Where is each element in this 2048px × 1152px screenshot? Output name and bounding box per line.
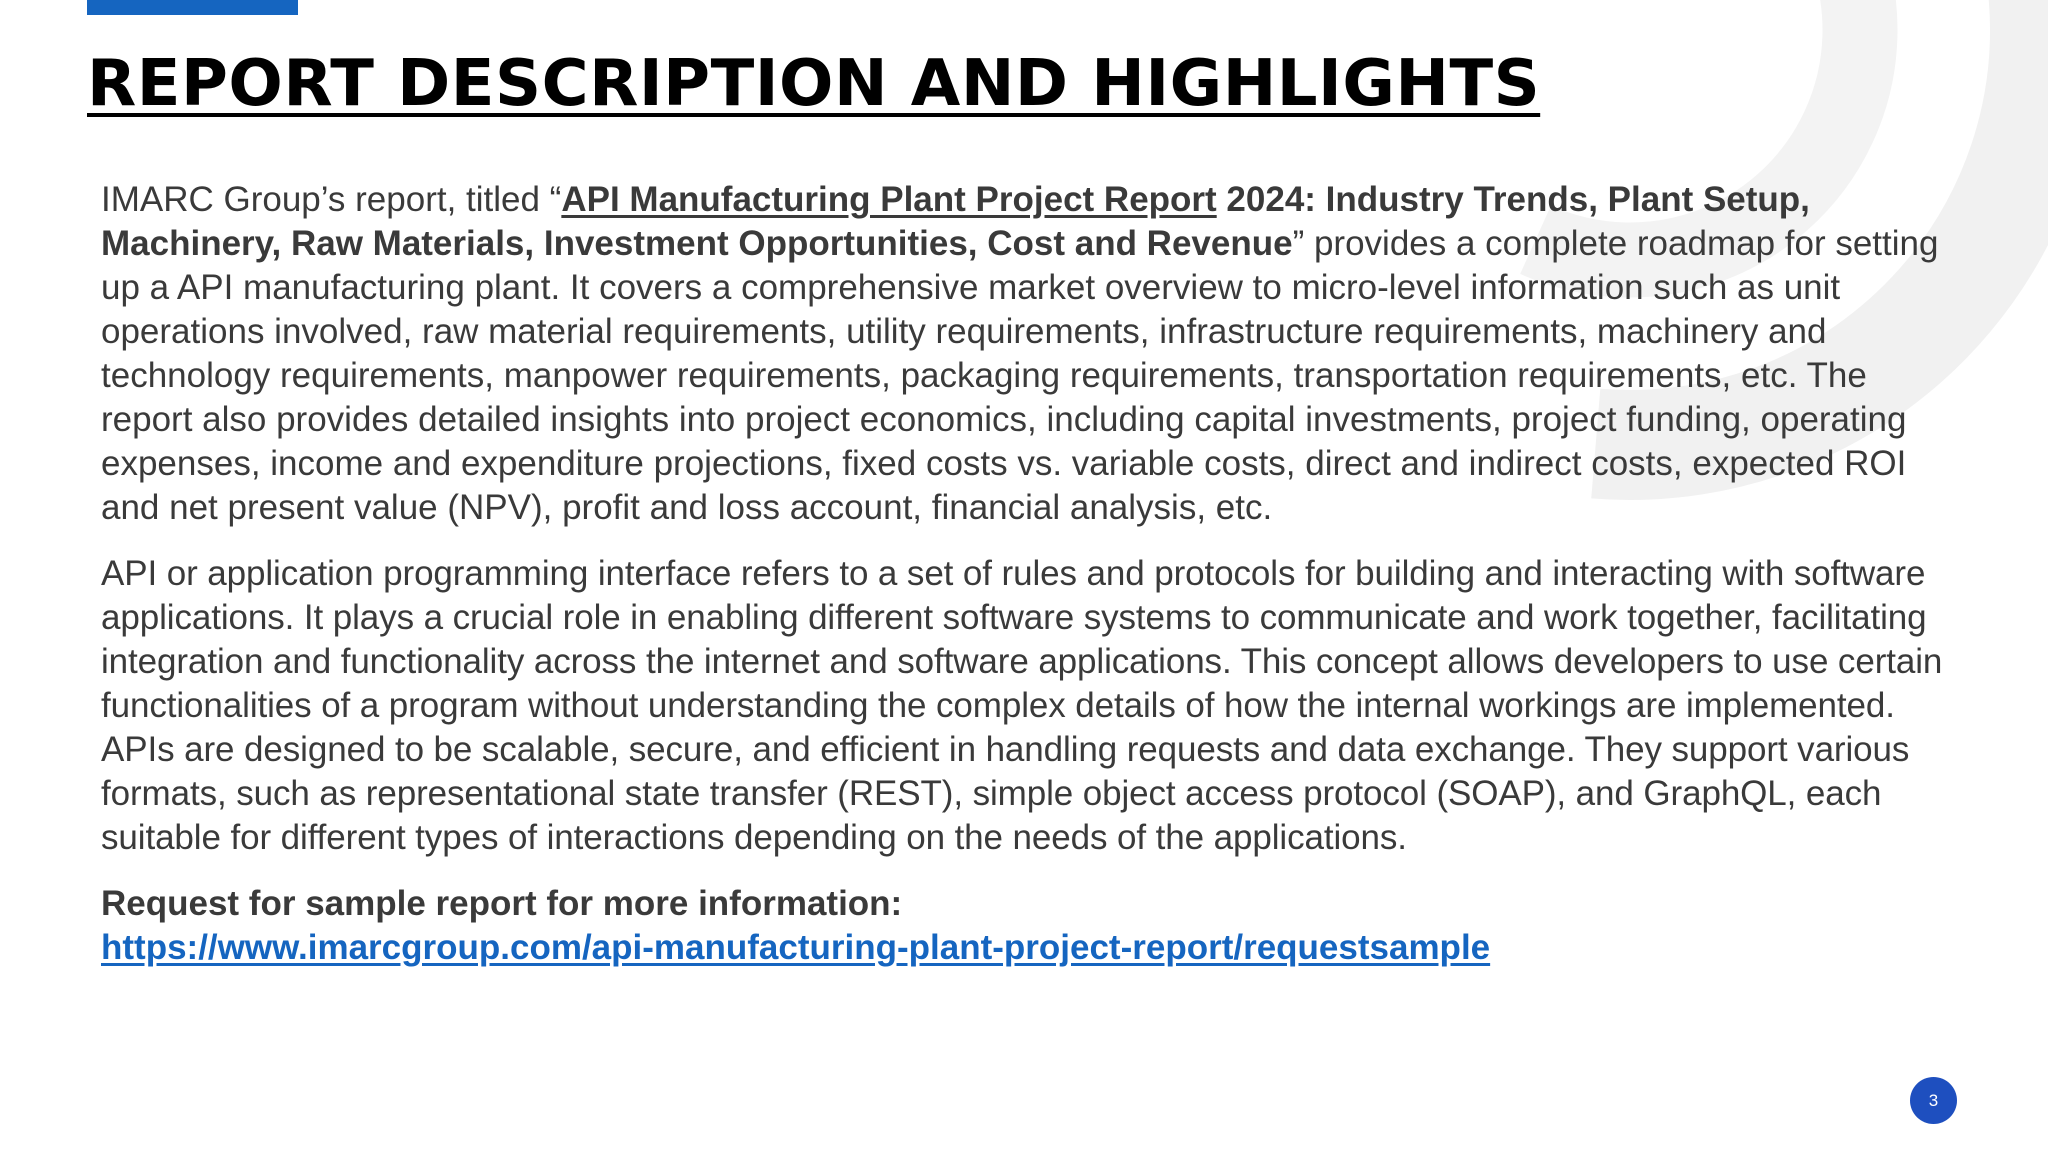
sample-request [101,882,1951,970]
report-description [101,178,1951,992]
report-subtitle: 2024: Industry Trends, Plant Setup, Machinery, Raw Materials, Investment Opportunities, Cost and Revenue [101,180,1810,263]
intro-paragraph [101,178,1951,530]
report-name: API Manufacturing Plant Project Report [561,180,1217,219]
page-number-badge: 3 [1910,1077,1957,1124]
accent-bar [87,0,298,15]
intro-lead: IMARC Group’s report, titled “ [101,180,562,219]
api-definition-paragraph: API or application programming interface refers to a set of rules and protocols for building and interacting with software applications. It plays a crucial role in enabling different software systems to communicate and work together, facilitating integration and functionality across the internet and software applications. This concept allows developers to use certain functionalities of a program without understanding the complex details of how the internal workings are implemented. APIs are designed to be scalable, secure, and efficient in handling requests and data exchange. They support various formats, such as representational state transfer (REST), simple object access protocol (SOAP), and GraphQL, each suitable for different types of interactions depending on the needs of the applications. [101,554,1943,857]
intro-rest: ” provides a complete roadmap for setting up a API manufacturing plant. It covers a comprehensive market overview to micro-level information such as unit operations involved, raw material requirements, utility requirements, infrastructure requirements, machinery and technology requirements, manpower requirements, packaging requirements, transportation requirements, etc. The report also provides detailed insights into project economics, including capital investments, project funding, operating expenses, income and expenditure projections, fixed costs vs. variable costs, direct and indirect costs, expected ROI and net present value (NPV), profit and loss account, financial analysis, etc. [101,224,1939,527]
sample-request-link[interactable]: https://www.imarcgroup.com/api-manufacturing-plant-project-report/requestsample [101,928,1491,967]
sample-request-label: Request for sample report for more information: [101,884,903,923]
page-title: REPORT DESCRIPTION AND HIGHLIGHTS [87,47,1541,121]
